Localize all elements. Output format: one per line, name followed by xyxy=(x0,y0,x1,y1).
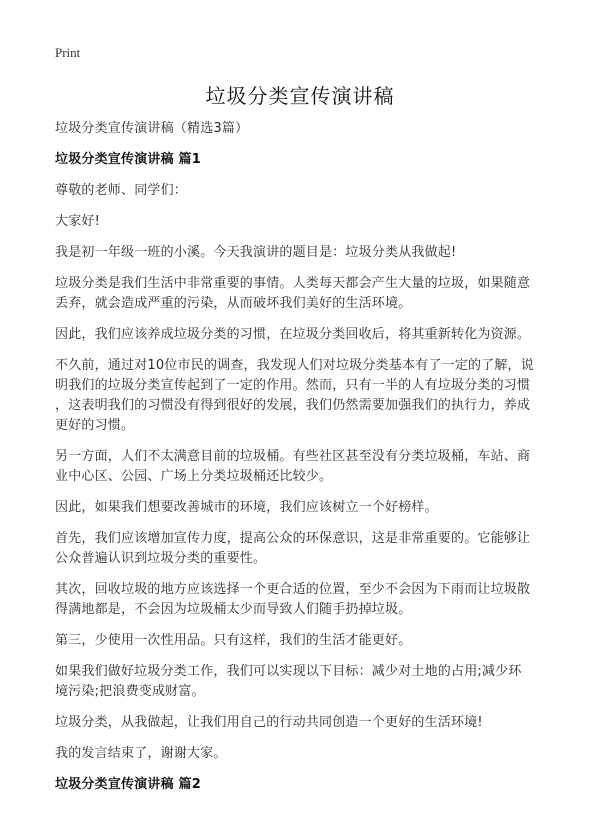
paragraph xyxy=(55,713,545,733)
paragraph xyxy=(55,580,545,620)
text-line: ，这表明我们的习惯没有得到很好的发展，我们仍然需要加强我们的执行力，养成 xyxy=(55,398,531,413)
text-line: 更好的习惯。 xyxy=(55,418,135,433)
text-line: 得满地都是，不会因为垃圾桶太少而导致人们随手扔掉垃圾。 xyxy=(55,602,412,617)
text-line: 因此，我们应该养成垃圾分类的习惯，在垃圾分类回收后，将其重新转化为资源。 xyxy=(55,327,531,342)
text-line: 我是初一年级一班的小溪。今天我演讲的题目是：垃圾分类从我做起! xyxy=(55,245,457,260)
text-line: 明我们的垃圾分类宣传起到了一定的作用。然而，只有一半的人有垃圾分类的习惯 xyxy=(55,378,531,393)
text-line: 大家好! xyxy=(55,214,101,229)
text-line: 垃圾分类宣传演讲稿 篇2 xyxy=(55,777,201,792)
document-body xyxy=(55,119,545,806)
section-heading xyxy=(55,775,545,795)
paragraph xyxy=(55,744,545,764)
page-title: 垃圾分类宣传演讲稿 xyxy=(205,84,395,108)
text-line: 尊敬的老师、同学们： xyxy=(55,183,188,198)
text-line: 如果我们做好垃圾分类工作，我们可以实现以下目标：减少对土地的占用;减少环 xyxy=(55,664,522,679)
text-line: 垃圾分类宣传演讲稿 篇1 xyxy=(55,152,201,167)
text-line: 因此，如果我们想要改善城市的环境，我们应该树立一个好榜样。 xyxy=(55,500,438,515)
text-line: 丢弃，就会造成严重的污染，从而破坏我们美好的生活环境。 xyxy=(55,296,412,311)
paragraph xyxy=(55,529,545,569)
text-line: 我的发言结束了，谢谢大家。 xyxy=(55,746,227,761)
paragraph xyxy=(55,181,545,201)
print-link[interactable]: Print xyxy=(55,45,81,60)
text-line: 其次，回收垃圾的地方应该选择一个更合适的位置，至少不会因为下雨而让垃圾散 xyxy=(55,582,531,597)
text-line: 境污染;把浪费变成财富。 xyxy=(55,684,205,699)
section-heading xyxy=(55,150,545,170)
paragraph xyxy=(55,447,545,487)
text-line: 垃圾分类是我们生活中非常重要的事情。人类每天都会产生大量的垃圾，如果随意 xyxy=(55,276,531,291)
paragraph xyxy=(55,356,545,436)
paragraph xyxy=(55,243,545,263)
text-line: 垃圾分类宣传演讲稿（精选3篇） xyxy=(55,121,249,136)
text-line: 首先，我们应该增加宣传力度，提高公众的环保意识，这是非常重要的。它能够让 xyxy=(55,531,531,546)
paragraph xyxy=(55,498,545,518)
text-line: 第三，少使用一次性用品。只有这样，我们的生活才能更好。 xyxy=(55,633,412,648)
paragraph xyxy=(55,119,545,139)
paragraph xyxy=(55,212,545,232)
paragraph xyxy=(55,631,545,651)
text-line: 另一方面，人们不太满意目前的垃圾桶。有些社区甚至没有分类垃圾桶，车站、商 xyxy=(55,449,531,464)
text-line: 业中心区、公园、广场上分类垃圾桶还比较少。 xyxy=(55,469,333,484)
paragraph xyxy=(55,274,545,314)
text-line: 垃圾分类，从我做起，让我们用自己的行动共同创造一个更好的生活环境! xyxy=(55,715,483,730)
paragraph xyxy=(55,662,545,702)
text-line: 不久前，通过对10位市民的调查，我发现人们对垃圾分类基本有了一定的了解，说 xyxy=(55,358,534,373)
paragraph xyxy=(55,325,545,345)
text-line: 公众普遍认识到垃圾分类的重要性。 xyxy=(55,551,267,566)
